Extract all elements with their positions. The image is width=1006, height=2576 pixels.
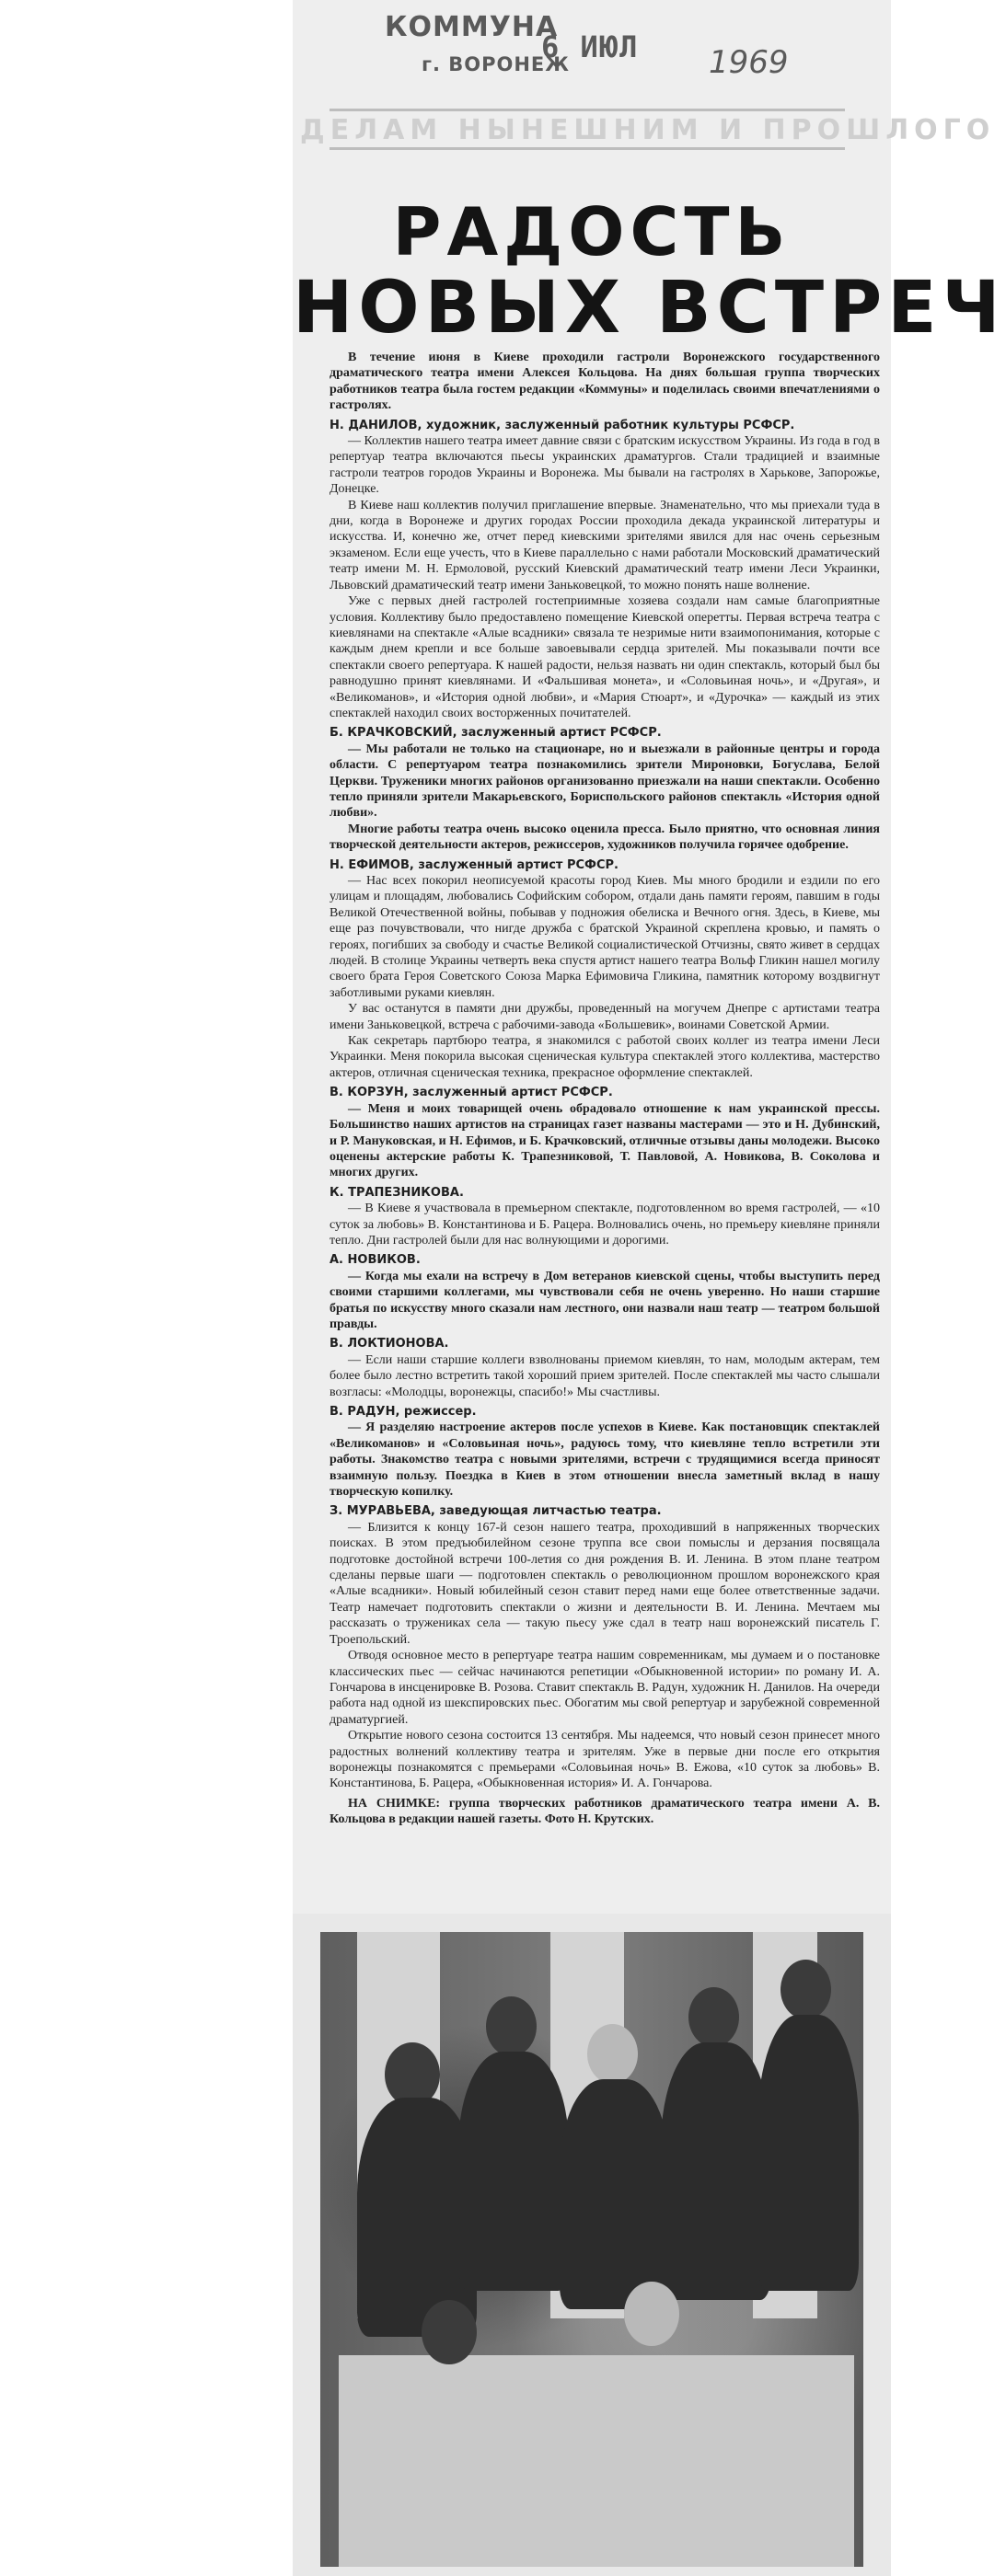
headline-line-1: РАДОСТЬ (392, 193, 792, 270)
paragraph: — Когда мы ехали на встречу в Дом ветеранов киевской сцены, чтобы выступить перед своими старшими коллегами, мы чувствовали себя не очень уверенно. Но наши старшие братья по искусству много сказали нам лестного, они назвали наш театр — театром большой правды. (330, 1269, 880, 1331)
paragraph: В Киеве наш коллектив получил приглашение впервые. Знаменательно, что мы приехали туда в дни, когда в Воронеже и других городах России проходила декада украинской литературы и искусства. И, конечно же, отчет перед киевскими зрителями явился для нас очень серьезным экзаменом. Если еще учесть, что в Киеве параллельно с нами работали Московский драматический театр имени М. Н. Ермоловой, русский Киевский драматический театр имени Леси Украинки, Львовский драматический театр имени Заньковецкой, то можно понять наше волнение. (330, 498, 880, 592)
article-sheet (293, 0, 1006, 1914)
photo-person (624, 2282, 679, 2346)
rubric-rule-top (330, 109, 845, 111)
photo-caption: НА СНИМКЕ: группа творческих работников драматического театра имени А. В. Кольцова в редакции нашей газеты. Фото Н. Крутских. (330, 1796, 880, 1827)
group-photo (320, 1932, 863, 2567)
paragraph: Многие работы театра очень высоко оценила пресса. Было приятно, что основная линия творческой деятельности актеров, режиссеров, художников получила горячее одобрение. (330, 822, 880, 853)
paragraph: Как секретарь партбюро театра, я знакомился с работой своих коллег из театра имени Леси Украинки. Меня покорила высокая сценическая культура спектаклей этого коллектива, мастерство актеров, отличная сценическая техника, прекрасное оформление спектаклей. (330, 1034, 880, 1080)
paragraph: У вас останутся в памяти дни дружбы, проведенный на могучем Днепре с артистами театра имени Заньковецкой, встреча с рабочими-завода «Большевик», воинами Советской Армии. (330, 1002, 880, 1032)
intro-paragraph: В течение июня в Киеве проходили гастроли Воронежского государственного драматического театра имени Алексея Кольцова. На днях большая группа творческих работников театра была гостем редакции «Коммуны» и поделилась своими впечатлениями о гастролях. (330, 351, 880, 413)
stamp-year: 1969 (709, 44, 789, 81)
paragraph: — Мы работали не только на стационаре, но и выезжали в районные центры и города области. С репертуаром театра познакомились зрители Мироновки, Богуслава, Белой Церкви. Труженики многих районов организованно приезжали на наши спектакли. Особенно тепло приняли зрители Макарьевского, Бориспольского районов спектакль «История одной любви». (330, 742, 880, 821)
stamp-date: 6 ИЮЛ (541, 29, 640, 64)
byline: В. КОРЗУН, заслуженный артист РСФСР. (330, 1086, 613, 1100)
stamp-city: г. ВОРОНЕЖ (422, 53, 570, 75)
article-body (330, 350, 880, 1828)
byline: Н. ДАНИЛОВ, художник, заслуженный работник культуры РСФСР. (330, 418, 795, 432)
photo-person (587, 2024, 638, 2084)
paragraph: — В Киеве я участвовала в премьерном спектакле, подготовленном во время гастролей, — «10 суток за любовь» В. Константинова и Б. Рацера. Волновались очень, но премьеру киевляне приняли тепло. Дни гастролей были для нас волнующими и дорогими. (330, 1202, 880, 1248)
byline: А. НОВИКОВ. (330, 1253, 421, 1268)
paragraph: — Если наши старшие коллеги взволнованы приемом киевлян, то нам, молодым актерам, тем более было лестно встретить такой хороший прием зрителей. После спектаклей мы часто слышали возгласы: «Молодцы, воронежцы, спасибо!» Мы счастливы. (330, 1352, 880, 1399)
paragraph: Отводя основное место в репертуаре театра нашим современникам, мы думаем и о постановке классических пьес — сейчас начинаются репетиции «Обыкновенной истории» по роману И. А. Гончарова в инсценировке В. Розова. Ставит спектакль В. Радун, художник Н. Данилов. На очереди работа над одной из шекспировских пьес. Обогатим мы свой репертуар и зарубежной современной драматургией. (330, 1649, 880, 1727)
paragraph: — Я разделяю настроение актеров после успехов в Киеве. Как постановщик спектаклей «Великоманов» и «Соловьиная ночь», радуюсь тому, что киевляне тепло встретили эти работы. Знакомство театра с новыми зрителями, встречи с трудящимися всегда приносят взаимную пользу. Поездка в Киев в этом отношении внесла заметный вклад в нашу творческую копилку. (330, 1420, 880, 1500)
newspaper-clipping (293, 0, 1006, 2576)
headline-line-2: НОВЫХ ВСТРЕЧ (293, 267, 1006, 350)
photo-person (486, 1996, 537, 2056)
paragraph: — Нас всех покорил неописуемой красоты город Киев. Мы много бродили и ездили по его улицам и площадям, любовались Софийским собором, отдали дань памяти героям, павшим в годы Великой Отечественной войны, побывав у подножия обелиска и Вечного огня. Здесь, в Киеве, мы еще раз почувствовали, что нигде дружба с братской Украиной скреплена кровью, и память о героях, погибших за свободу и счастье Великой социалистической Отчизны, свято живет в сердцах людей. В столице Украины четверть века спустя артист нашего театра Вольф Гликин нашел могилу своего брата Героя Советского Союза Марка Ефимовича Гликина, памятник которому воздвигнут заботливыми руками киевлян. (330, 874, 880, 1000)
byline: Б. КРАЧКОВСКИЙ, заслуженный артист РСФСР. (330, 726, 662, 741)
stamp-paper-name: КОММУНА (385, 11, 559, 43)
photo-person (781, 1960, 831, 2019)
photo-person (458, 2052, 569, 2291)
paragraph: — Меня и моих товарищей очень обрадовало отношение к нам украинской прессы. Большинство наших артистов на страницах газет названы мастерами — это и Н. Дубинский, и Р. Мануковская, и Н. Ефимов, и Б. Крачковский, отличные отзывы даны молодежи. Высоко оценены актерские работы К. Трапезниковой, Т. Павловой, А. Новикова, В. Соколова и многих других. (330, 1101, 880, 1180)
byline: Н. ЕФИМОВ, заслуженный артист РСФСР. (330, 857, 619, 872)
photo-sheet (293, 1914, 891, 2576)
photo-person (661, 2042, 771, 2300)
photo-table (339, 2355, 854, 2567)
newspaper-stamp (385, 11, 900, 94)
rubric-rule-bottom (330, 147, 845, 150)
paragraph: — Близится к концу 167-й сезон нашего театра, проходивший в напряженных творческих поисках. В этом предъюбилейном сезоне труппа все свои помыслы и дерзания посвящала подготовке достойной встречи 100-летия со дня рождения В. И. Ленина. В этом плане театром сделаны первые шаги — подготовлен спектакль о революционном прошлом воронежского края «Алые всадники». Новый юбилейный сезон ставит перед нами еще более ответственные задачи. Театр намечает подготовить спектакли о жизни и деятельности В. И. Ленина. Мечтаем мы рассказать о тружениках села — такую пьесу уже сдал в театр наш воронежский писатель Г. Троепольский. (330, 1520, 880, 1647)
byline: К. ТРАПЕЗНИКОВА. (330, 1185, 464, 1200)
photo-person (560, 2079, 670, 2309)
paragraph: Открытие нового сезона состоится 13 сентября. Мы надеемся, что новый сезон принесет много радостных волнений коллективу театра и зрителям. Уже в первые дни после его открытия воронежцы познакомятся с премьерами «Соловьиная ночь» В. Ежова, «10 суток за любовь» В. Константинова, Б. Рацера, «Обыкновенная история» И. А. Гончарова. (330, 1729, 880, 1791)
byline: В. РАДУН, режиссер. (330, 1405, 477, 1419)
photo-person (688, 1987, 739, 2047)
paragraph: — Коллектив нашего театра имеет давние связи с братским искусством Украины. Из года в год в репертуар театра включаются пьесы украинских драматургов. Стали традицией и взаимные гастроли театров городов Украины и Воронежа. Мы бывали на гастролях в Харькове, Запорожье, Донецке. (330, 434, 880, 497)
byline: В. ЛОКТИОНОВА. (330, 1337, 449, 1351)
photo-person (422, 2300, 477, 2364)
byline: З. МУРАВЬЕВА, заведующая литчастью театра. (330, 1504, 662, 1519)
rubric: ДЕЛАМ НЫНЕШНИМ И ПРОШЛОГО (300, 114, 996, 146)
photo-person (757, 2015, 859, 2291)
paragraph: Уже с первых дней гастролей гостеприимные хозяева создали нам самые благоприятные условия. Коллективу было предоставлено помещение Киевской оперетты. Первая встреча театра с киевлянами на спектакле «Алые всадники» связала те незримые нити взаимопонимания, которые с каждым днем крепли и все больше завоевывали сердца зрителей. Мы показывали почти все спектакли своего репертуара. К нашей радости, нельзя назвать ни один спектакль, который был бы равнодушно принят киевлянами. И «Фальшивая монета», и «Соловьиная ночь», и «Другая», и «Великоманов», и «История одной любви», и «Мария Стюарт», и «Дурочка» — каждый из этих спектаклей находил своих восторженных почитателей. (330, 594, 880, 720)
